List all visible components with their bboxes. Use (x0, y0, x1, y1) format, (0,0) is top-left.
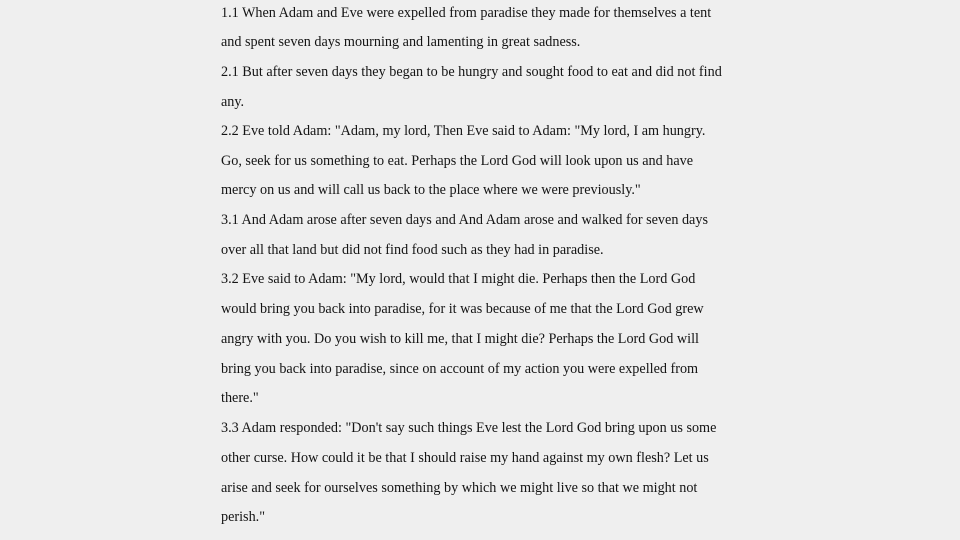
text-line: 3.2 Eve said to Adam: "My lord, would that I might die. Perhaps then the Lord God (221, 271, 696, 287)
text-line: would bring you back into paradise, for it was because of me that the Lord God grew (221, 301, 704, 317)
text-line: arise and seek for ourselves something by which we might live so that we might not (221, 480, 698, 496)
text-line: other curse. How could it be that I should raise my hand against my own flesh? Let us (221, 450, 709, 466)
text-line: and spent seven days mourning and lamenting in great sadness. (221, 34, 581, 50)
text-line: 3.3 Adam responded: "Don't say such things Eve lest the Lord God bring upon us some (221, 420, 717, 436)
text-line: mercy on us and will call us back to the place where we were previously." (221, 182, 641, 198)
text-line: 2.2 Eve told Adam: "Adam, my lord, Then Eve said to Adam: "My lord, I am hungry. (221, 123, 706, 139)
text-line: 2.1 But after seven days they began to be hungry and sought food to eat and did not find (221, 64, 722, 80)
text-line: over all that land but did not find food such as they had in paradise. (221, 242, 604, 258)
text-line: any. (221, 94, 245, 110)
text-line: bring you back into paradise, since on account of my action you were expelled from (221, 361, 699, 377)
text-line: angry with you. Do you wish to kill me, that I might die? Perhaps the Lord God will (221, 331, 699, 347)
text-line: 3.1 And Adam arose after seven days and And Adam arose and walked for seven days (221, 212, 708, 228)
text-line: perish." (221, 509, 266, 525)
text-line: 1.1 When Adam and Eve were expelled from paradise they made for themselves a tent (221, 5, 712, 21)
text-line: Go, seek for us something to eat. Perhaps the Lord God will look upon us and have (221, 153, 694, 169)
text-line: there." (221, 390, 259, 406)
